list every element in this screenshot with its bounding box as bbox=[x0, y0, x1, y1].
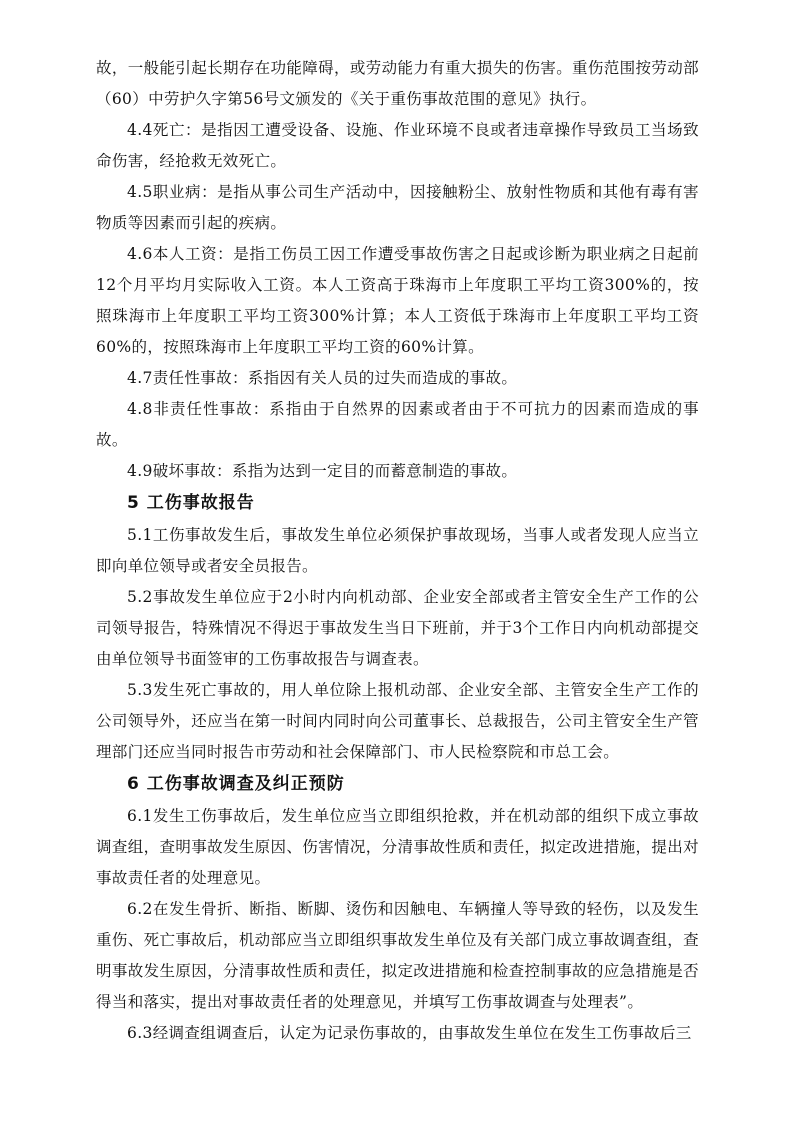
paragraph-4-6-personal-wage: 4.6本人工资：是指工伤员工因工作遭受事故伤害之日起或诊断为职业病之日起前12个月平均月实际收入工资。本人工资高于珠海市上年度职工平均工资300%的，按照珠海市上年度职工平均工资300%计算；本人工资低于珠海市上年度职工平均工资60%的，按照珠海市上年度职工平均工资的60%计算。 bbox=[96, 245, 699, 356]
paragraph-4-7-liability-accident: 4.7责任性事故：系指因有关人员的过失而造成的事故。 bbox=[127, 369, 518, 387]
paragraph-4-8-non-liability-accident: 4.8非责任性事故：系指由于自然界的因素或者由于不可抗力的因素而造成的事故。 bbox=[96, 400, 699, 449]
paragraph-4-4-death: 4.4死亡：是指因工遭受设备、设施、作业环境不良或者违章操作导致员工当场致命伤害，经抢救无效死亡。 bbox=[96, 121, 699, 170]
paragraph-5-1: 5.1工伤事故发生后，事故发生单位必须保护事故现场，当事人或者发现人应当立即向单位领导或者安全员报告。 bbox=[96, 526, 699, 575]
paragraph-6-2: 6.2在发生骨折、断指、断脚、烫伤和因触电、车辆撞人等导致的轻伤，以及发生重伤、死亡事故后，机动部应当立即组织事故发生单位及有关部门成立事故调查组，查明事故发生原因，分清事故性质和责任，拟定改进措施和检查控制事故的应急措施是否得当和落实，提出对事故责任者的处理意见，并填写工伤事故调查与处理表”。 bbox=[96, 900, 699, 1011]
paragraph-4-9-sabotage-accident: 4.9破坏事故：系指为达到一定目的而蓄意制造的事故。 bbox=[127, 462, 518, 480]
document-body bbox=[96, 53, 699, 1049]
paragraph-4-5-occupational-disease: 4.5职业病：是指从事公司生产活动中，因接触粉尘、放射性物质和其他有毒有害物质等因素而引起的疾病。 bbox=[96, 183, 699, 232]
paragraph-6-1: 6.1发生工伤事故后，发生单位应当立即组织抢救，并在机动部的组织下成立事故调查组，查明事故发生原因、伤害情况，分清事故性质和责任，拟定改进措施，提出对事故责任者的处理意见。 bbox=[96, 807, 699, 887]
paragraph-5-3: 5.3发生死亡事故的，用人单位除上报机动部、企业安全部、主管安全生产工作的公司领导外，还应当在第一时间内同时向公司董事长、总裁报告，公司主管安全生产管理部门还应当同时报告市劳动和社会保障部门、市人民检察院和市总工会。 bbox=[96, 681, 699, 761]
section-heading-6: 6 工伤事故调查及纠正预防 bbox=[127, 774, 345, 794]
section-heading-5: 5 工伤事故报告 bbox=[127, 493, 255, 513]
paragraph-5-2: 5.2事故发生单位应于2小时内向机动部、企业安全部或者主管安全生产工作的公司领导报告，特殊情况不得迟于事故发生当日下班前，并于3个工作日内向机动部提交由单位领导书面签审的工伤事故报告与调查表。 bbox=[96, 588, 699, 668]
paragraph-continuation-serious-injury: 故，一般能引起长期存在功能障碍，或劳动能力有重大损失的伤害。重伤范围按劳动部（60）中劳护久字第56号文颁发的《关于重伤事故范围的意见》执行。 bbox=[96, 59, 699, 108]
paragraph-6-3: 6.3经调查组调查后，认定为记录伤事故的，由事故发生单位在发生工伤事故后三 bbox=[127, 1024, 692, 1042]
